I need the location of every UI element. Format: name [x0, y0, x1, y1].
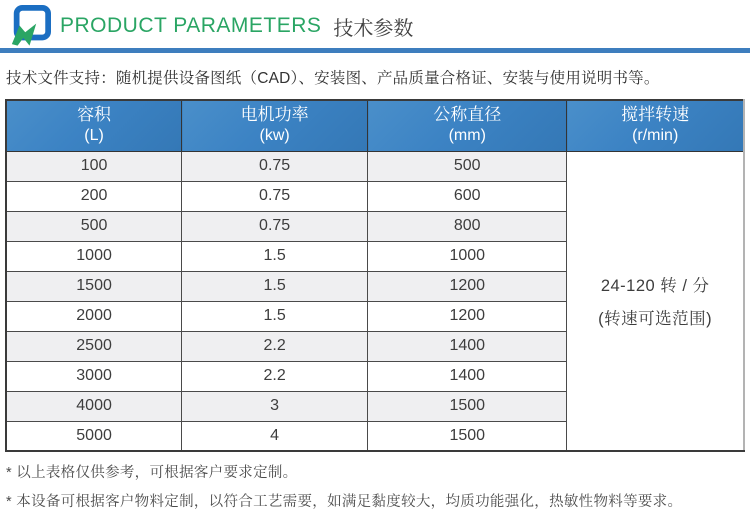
footnote-1: * 以上表格仅供参考，可根据客户要求定制。 — [6, 465, 298, 481]
table-cell: 4000 — [6, 391, 182, 421]
table-cell: 1000 — [6, 241, 182, 271]
column-header-stirring-speed — [567, 100, 744, 151]
table-cell: 1.5 — [182, 301, 368, 331]
brand-logo-icon — [8, 5, 52, 47]
table-cell: 1200 — [368, 271, 567, 301]
page-title-zh: 技术参数 — [333, 17, 414, 40]
column-header-volume — [6, 100, 182, 151]
column-unit: (mm) — [448, 127, 486, 145]
column-label: 电机功率 — [240, 105, 309, 125]
column-label: 公称直径 — [433, 105, 502, 125]
table-cell: 500 — [6, 211, 182, 241]
table-cell: 5000 — [6, 421, 182, 451]
column-unit: (r/min) — [632, 127, 679, 145]
column-header-nominal-diameter — [368, 100, 567, 151]
page-header — [0, 0, 750, 46]
intro-text: 技术文件支持：随机提供设备图纸（CAD）、安装图、产品质量合格证、安装与使用说明书等。 — [6, 70, 660, 87]
table-cell: 1500 — [368, 421, 567, 451]
column-label: 搅拌转速 — [621, 105, 690, 125]
table-cell: 3000 — [6, 361, 182, 391]
column-unit: (L) — [84, 127, 104, 145]
table-row — [6, 151, 744, 181]
table-cell: 100 — [6, 151, 182, 181]
table-cell: 4 — [182, 421, 368, 451]
parameters-table — [5, 99, 745, 452]
table-cell: 2500 — [6, 331, 182, 361]
table-header — [6, 100, 744, 151]
table-cell: 1400 — [368, 331, 567, 361]
table-cell: 1200 — [368, 301, 567, 331]
footnotes — [0, 452, 750, 511]
table-cell: 1.5 — [182, 271, 368, 301]
table-cell: 0.75 — [182, 211, 368, 241]
table-cell: 800 — [368, 211, 567, 241]
table-cell: 1000 — [368, 241, 567, 271]
speed-range-text: 24-120 转 / 分 — [600, 277, 710, 296]
column-header-motor-power — [182, 100, 368, 151]
table-cell: 600 — [368, 181, 567, 211]
table-header-row — [6, 100, 744, 151]
page-title-en: PRODUCT PARAMETERS — [60, 14, 322, 37]
table-cell: 0.75 — [182, 151, 368, 181]
footnote-2: * 本设备可根据客户物料定制，以符合工艺需要，如满足黏度较大，均质功能强化，热敏性物料等要求。 — [6, 494, 683, 510]
table-cell: 1.5 — [182, 241, 368, 271]
speed-range-note: (转速可选范围) — [598, 310, 713, 329]
table-cell: 2.2 — [182, 361, 368, 391]
table-cell: 1400 — [368, 361, 567, 391]
speed-merged-cell — [567, 151, 744, 451]
column-label: 容积 — [77, 105, 112, 125]
table-cell: 500 — [368, 151, 567, 181]
table-cell: 2.2 — [182, 331, 368, 361]
table-cell: 0.75 — [182, 181, 368, 211]
column-unit: (kw) — [259, 127, 290, 145]
table-cell: 3 — [182, 391, 368, 421]
table-cell: 2000 — [6, 301, 182, 331]
table-cell: 200 — [6, 181, 182, 211]
table-cell: 1500 — [368, 391, 567, 421]
table-cell: 1500 — [6, 271, 182, 301]
table-body — [6, 151, 744, 451]
